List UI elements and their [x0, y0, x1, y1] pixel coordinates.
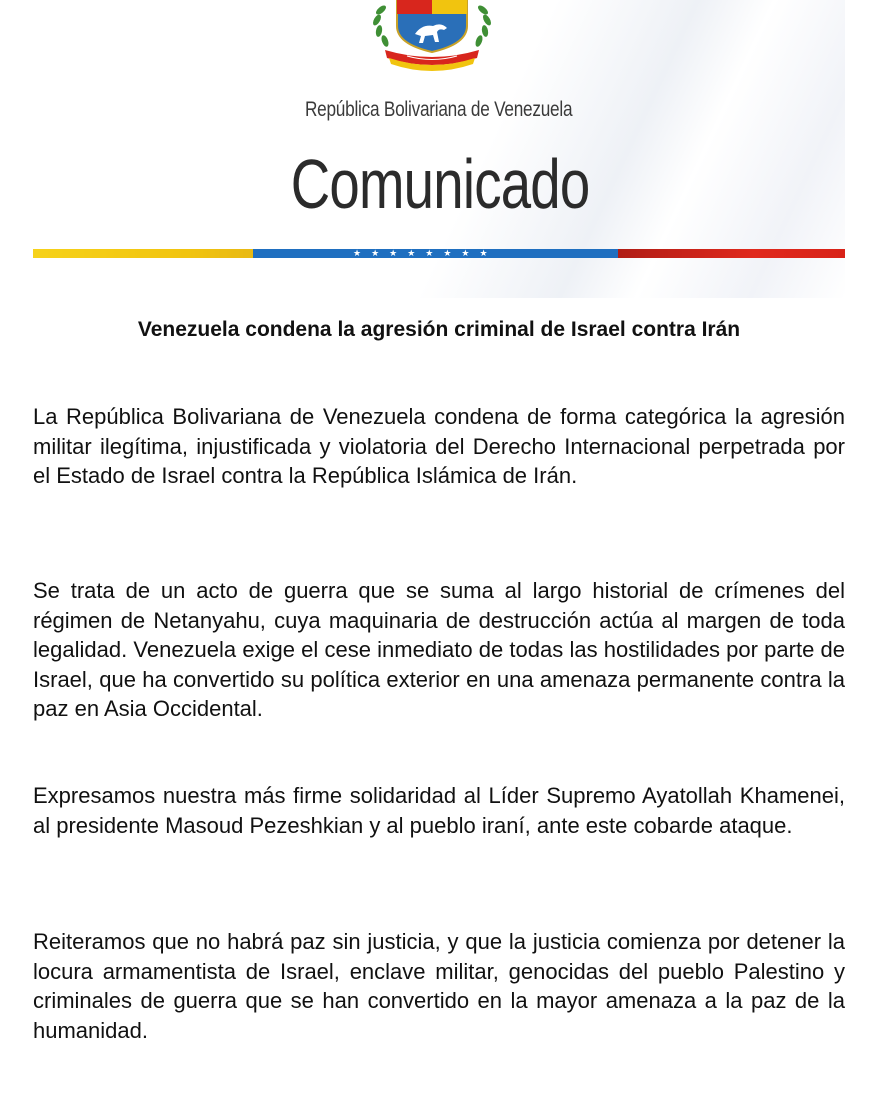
paragraph-1: La República Bolivariana de Venezuela condena de forma categórica la agresión militar ilegítima, injustificada y violatoria del Derecho Internacional perpetrada por el Estado de Israel contra la República Islámica de Irán.: [33, 404, 845, 488]
flag-stripe-blue: [253, 249, 618, 258]
coat-of-arms-icon: [367, 0, 497, 78]
flag-stripe-yellow: [33, 249, 253, 258]
paragraph-2: Se trata de un acto de guerra que se suma al largo historial de crímenes del régimen de Netanyahu, cuya maquinaria de destrucción actúa al margen de toda legalidad. Venezuela exige el cese inmediato de todas las hostilidades por parte de Israel, que ha convertido su política exterior en una amenaza permanente contra la paz en Asia Occidental.: [33, 578, 845, 721]
stars-icon: ★★★★★★★★: [353, 248, 498, 258]
paragraph-3: Expresamos nuestra más firme solidaridad al Líder Supremo Ayatollah Khamenei, al presidente Masoud Pezeshkian y al pueblo iraní, ante este cobarde ataque.: [33, 783, 845, 838]
flag-stripe: [33, 249, 845, 258]
communique-title: Venezuela condena la agresión criminal de Israel contra Irán: [137, 318, 741, 341]
issuer-name: República Bolivariana de Venezuela: [304, 98, 573, 121]
flag-stripe-red: [618, 249, 845, 258]
document-type-heading: Comunicado: [290, 145, 590, 223]
paragraph-4: Reiteramos que no habrá paz sin justicia, y que la justicia comienza por detener la locura armamentista de Israel, enclave militar, genocidas del pueblo Palestino y criminales de guerra que se han convertido en la mayor amenaza a la paz de la humanidad.: [33, 929, 845, 1043]
